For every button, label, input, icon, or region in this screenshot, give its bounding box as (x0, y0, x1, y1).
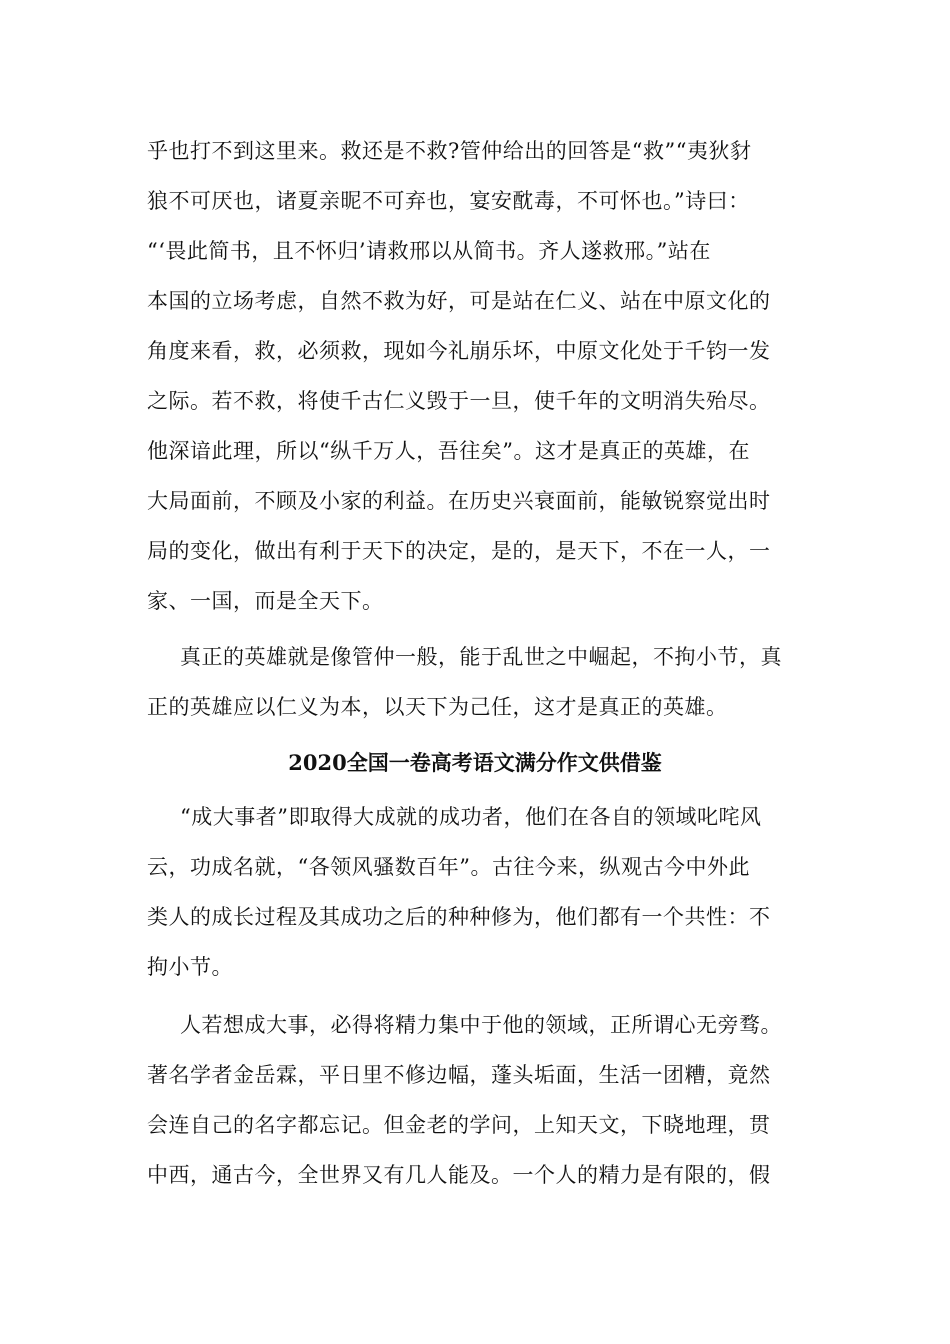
text-line: 正的英雄应以仁义为本，以天下为己任，这才是真正的英雄。 (147, 695, 728, 719)
text-line: 局的变化，做出有利于天下的决定，是的，是天下，不在一人，一 (147, 539, 771, 563)
text-line: 家、一国，而是全天下。 (147, 589, 384, 613)
text-line: 类人的成长过程及其成功之后的种种修为，他们都有一个共性：不 (147, 905, 771, 929)
text-line: 乎也打不到这里来。救还是不救?管仲给出的回答是“救”“夷狄豺 (147, 139, 752, 163)
text-line: 真正的英雄就是像管仲一般，能于乱世之中崛起，不拘小节，真 (180, 645, 782, 669)
text-line: 大局面前，不顾及小家的利益。在历史兴衰面前，能敏锐察觉出时 (147, 489, 771, 513)
text-line: 之际。若不救，将使千古仁义毁于一旦，使千年的文明消失殆尽。 (147, 389, 771, 413)
text-line: “‘畏此简书，且不怀归’请救邢以从简书。齐人遂救邢。”站在 (147, 239, 711, 263)
text-line: 狼不可厌也，诸夏亲昵不可弃也，宴安酖毒，不可怀也。”诗曰： (147, 189, 750, 213)
text-line: 他深谙此理，所以“纵千万人，吾往矣”。这才是真正的英雄，在 (147, 439, 750, 463)
text-line: 人若想成大事，必得将精力集中于他的领域，正所谓心无旁骛。 (180, 1013, 782, 1037)
text-line: 本国的立场考虑，自然不救为好，可是站在仁义、站在中原文化的 (147, 289, 771, 313)
text-line: 角度来看，救，必须救，现如今礼崩乐坏，中原文化处于千钧一发 (147, 339, 771, 363)
text-line: 著名学者金岳霖，平日里不修边幅，蓬头垢面，生活一团糟，竟然 (147, 1063, 771, 1087)
section-title: 2020全国一卷高考语文满分作文供借鉴 (288, 750, 662, 775)
text-line: “成大事者”即取得大成就的成功者，他们在各自的领域叱咤风 (180, 805, 762, 829)
text-line: 中西，通古今，全世界又有几人能及。一个人的精力是有限的，假 (147, 1163, 771, 1187)
text-line: 拘小节。 (147, 955, 233, 979)
text-line: 云，功成名就，“各领风骚数百年”。古往今来，纵观古今中外此 (147, 855, 750, 879)
text-line: 会连自己的名字都忘记。但金老的学问，上知天文，下晓地理，贯 (147, 1113, 771, 1137)
